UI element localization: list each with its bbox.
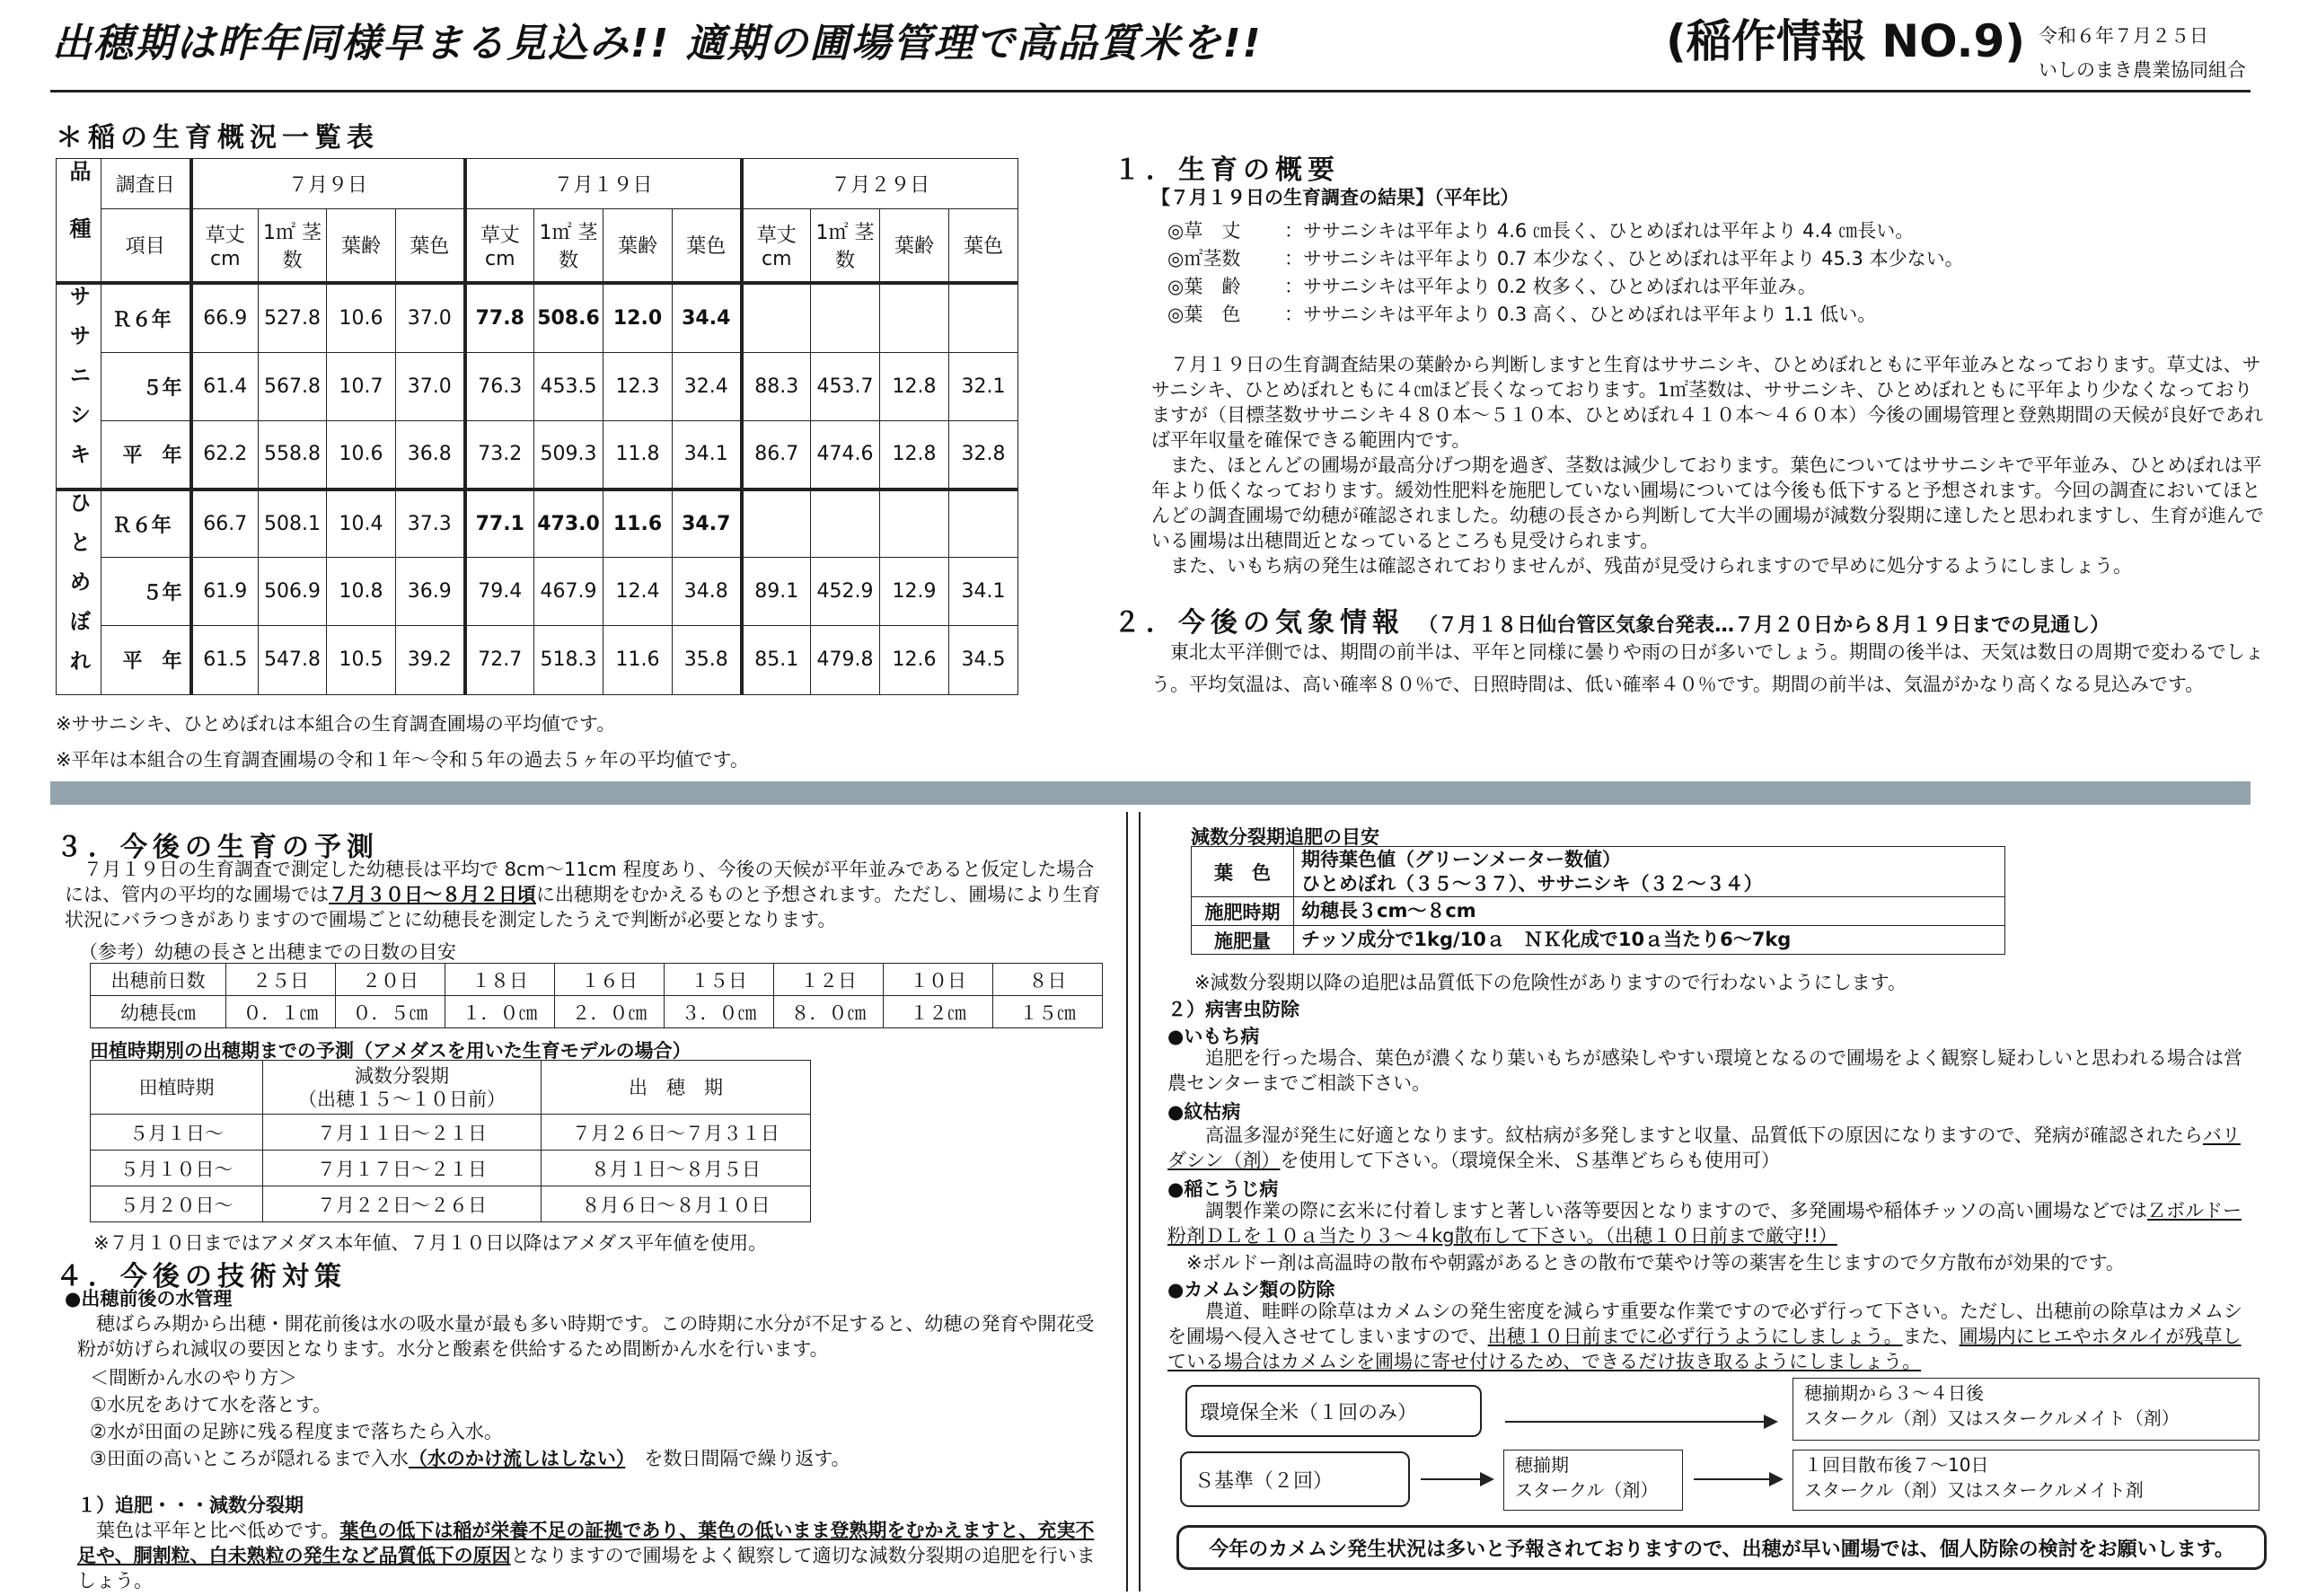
headline: 出穂期は昨年同様早まる見込み!! 適期の圃場管理で高品質米を!! [52,21,1263,66]
col-header: 葉色 [673,209,742,283]
row-label: ５年 [101,353,191,421]
result-text: ：ササニシキは平年より 0.2 枚多く、ひとめぼれは平年並み。 [1284,276,1817,297]
table-cell: 76.3 [465,353,534,421]
fert-label: 施肥量 [1192,926,1294,955]
ref-cell: １８日 [445,964,555,996]
sec1-subtitle: 【７月１９日の生育調査の結果】（平年比） [1151,187,1519,208]
ref-cell: １６日 [555,964,665,996]
table-cell: 77.1 [465,489,534,558]
pred-header: 田植時期 [91,1061,263,1115]
table-cell: 12.9 [880,558,949,626]
pred-cell: ７月２６日～７月３１日 [542,1115,811,1151]
ref-cell: １０日 [884,964,993,996]
growth-table-title: ＊稲の生育概況一覧表 [56,122,379,154]
table-cell: 547.8 [259,626,327,694]
header-rule [50,90,2251,93]
table-cell [949,283,1018,353]
sec1-para-2: また、ほとんどの圃場が最高分げつ期を過ぎ、茎数は減少しております。葉色についてはササニシキで平年並み、ひとめぼれは平年より低くなっております。緩効性肥料を施肥していない圃場については今後も低下すると予想されます。今回の調査においてほとんどの調査圃場で幼穂が確認されました。幼穂の長さから判断して大半の圃場が減数分裂期に達したと思われますし、生育が進んでいる圃場は出穂間近となっているところも見受けられます。 [1151,454,2264,551]
table-cell: 34.8 [673,558,742,626]
ref-cell: １５日 [665,964,774,996]
sec3-para-a: ７月１９日の生育調査で測定した幼穂長は平均で 8cm～11cm 程度あり、今後の天候が平年並みであると仮定した場合には、管内の平均的な圃場では [65,859,1095,905]
pred-cell: ５月１日～ [91,1115,263,1151]
bug-para-a: 農道、畦畔の除草はカメムシの発生密度を減らす重要な作業ですので必ず行って下さい。ただし、出穂前の除草はカメムシを圃場へ侵入させてしまいますので、 [1167,1301,2242,1347]
flow-s-t2: スタークル（剤）又はスタークルメイト剤 [1804,1479,2144,1501]
fert-value [1294,897,2005,926]
col-header: 1㎡ 茎数 [534,209,603,283]
smut-title: ●稲こうじ病 [1167,1178,1279,1200]
table-cell: 34.7 [673,489,742,558]
table-cell: 12.4 [603,558,673,626]
table-cell [811,489,880,558]
table-cell: 11.6 [603,489,673,558]
sheath-para-b: を使用して下さい。（環境保全米、Ｓ基準どちらも使用可） [1280,1150,1780,1171]
panicle-table [90,963,1103,1028]
result-line [1167,245,2245,273]
table-cell: 558.8 [259,421,327,489]
table-cell: 506.9 [259,558,327,626]
table-cell: 61.5 [191,626,259,694]
table-cell: 37.0 [396,353,465,421]
step-3 [90,1446,850,1471]
table-cell: 509.3 [534,421,603,489]
fert-value-line1: 期待葉色値（グリーンメーター数値） [1301,848,1621,870]
bug-para [1167,1299,2258,1374]
flow-env-t2: スタークル（剤）又はスタークルメイト（剤） [1804,1407,2180,1429]
fert-value-line2: ひとめぼれ（３５～３７）、ササニシキ（３２～３４） [1301,872,1763,895]
flow-s-mid [1503,1450,1683,1511]
table-cell [949,489,1018,558]
flow-s-target [1793,1450,2259,1511]
date-header-1: ７月９日 [191,159,465,209]
table-cell: 77.8 [465,283,534,353]
ref-cell: ０．５㎝ [336,996,445,1028]
table-cell: 34.5 [949,626,1018,694]
result-text: ：ササニシキは平年より 4.6 ㎝長く、ひとめぼれは平年より 4.4 ㎝長い。 [1284,220,1915,242]
table-cell: 11.8 [603,421,673,489]
table-cell: 527.8 [259,283,327,353]
bug-para-u2: 圃場内にヒエやホタルイが残草している場合はカメムシを圃場に寄せ付けるため、できるだけ抜き取るようにしましょう。 [1167,1326,2242,1372]
flow-s-box [1180,1451,1410,1507]
sec3-para [65,857,1106,932]
table-cell: 32.1 [949,353,1018,421]
col-header: 1㎡ 茎数 [259,209,327,283]
fert-value [1294,847,2005,897]
col-header: 1㎡ 茎数 [811,209,880,283]
row-label: 平 年 [101,626,191,694]
sec1-para-1: ７月１９日の生育調査結果の葉齢から判断しますと生育はササニシキ、ひとめぼれともに平年並みとなっております。草丈は、ササニシキ、ひとめぼれともに４㎝ほど長くなっております。1㎡茎数は、ササニシキ、ひとめぼれともに平年より少なくなっておりますが（目標茎数ササニシキ４８０本～５１０本、ひとめぼれ４１０本～４６０本）今後の圃場管理と登熟期間の天候が良好であれば平年収量を確保できる範囲内です。 [1151,354,2264,451]
result-label: ◎葉 齢 [1167,276,1241,297]
ref-title: （参考）幼穂の長さと出穂までの日数の目安 [79,941,456,963]
table-cell: 66.7 [191,489,259,558]
ref-cell: ２５日 [226,964,336,996]
column-divider [1126,812,1141,1592]
organization: いしのまき農業協同組合 [2039,59,2246,81]
fert-para-a: 葉色は平年と比べ低めです。 [77,1520,340,1541]
issue-date: 令和６年７月２５日 [2039,25,2208,47]
date-header-3: ７月２９日 [742,159,1018,209]
table-cell: 88.3 [742,353,811,421]
table-cell: 452.9 [811,558,880,626]
table-cell [742,283,811,353]
col-header: 葉齢 [327,209,396,283]
col-header: 草丈 cm [465,209,534,283]
section-band [50,781,2251,805]
table-cell: 35.8 [673,626,742,694]
table-cell: 61.9 [191,558,259,626]
table-cell: 12.3 [603,353,673,421]
fert-note: ※減数分裂期以降の追肥は品質低下の危険性がありますので行わないようにします。 [1194,972,1907,993]
table-note-1: ※ササニシキ、ひとめぼれは本組合の生育調査圃場の平均値です。 [56,713,616,735]
table-cell [880,283,949,353]
table-cell [811,283,880,353]
table-cell: 12.0 [603,283,673,353]
table-cell: 11.6 [603,626,673,694]
table-cell: 473.0 [534,489,603,558]
pred-cell: ５月１０日～ [91,1151,263,1186]
result-label: ◎草 丈 [1167,220,1241,242]
ref-cell: ８日 [993,964,1103,996]
sheath-para [1167,1123,2258,1173]
table-cell: 36.9 [396,558,465,626]
fert-title: １）追肥・・・減数分裂期 [77,1495,304,1516]
ref-cell: ２０日 [336,964,445,996]
sec2-source: （７月１８日仙台管区気象台発表…７月２０日から８月１９日までの見通し） [1418,614,2110,637]
flow-s-label: Ｓ基準（２回） [1194,1469,1334,1493]
table-cell [742,489,811,558]
flow-s-mid1: 穂揃期 [1515,1454,1569,1476]
col-header: 葉齢 [880,209,949,283]
col-header: 葉色 [396,209,465,283]
pred-cell: ７月２２日～２６日 [263,1186,542,1222]
table-cell: 66.9 [191,283,259,353]
pest-title: ２）病害虫防除 [1167,999,1299,1020]
ref-cell: １２日 [774,964,884,996]
bug-para-u1: 出穂１０日前までに必ず行うようにしましょう。 [1487,1326,1903,1347]
table-cell: 32.4 [673,353,742,421]
sec3-title: ３．今後の生育の予測 [56,832,379,863]
step-1: ①水尻をあけて水を落とす。 [90,1394,332,1415]
table-cell: 32.8 [949,421,1018,489]
sec4-title: ４．今後の技術対策 [56,1261,347,1292]
table-cell: 479.8 [811,626,880,694]
fert-value-line1: チッソ成分で1kg/10ａ ＮＫ化成で10ａ当たり6～7kg [1301,929,1792,950]
fert-para-c: となりますので圃場をよく観察して適切な減数分裂期の追肥を行いましょう。 [77,1545,1096,1592]
prediction-table [90,1060,811,1222]
ref-cell: ８．０㎝ [774,996,884,1028]
row-label: Ｒ６年 [101,283,191,353]
table-cell: 474.6 [811,421,880,489]
result-line [1167,273,2245,301]
fert-table-title: 減数分裂期追肥の目安 [1191,826,1379,848]
table-cell: 10.6 [327,421,396,489]
table-cell: 10.5 [327,626,396,694]
table-cell: 86.7 [742,421,811,489]
flow-env-t1: 穂揃期から３～４日後 [1804,1382,1984,1404]
table-note-2: ※平年は本組合の生育調査圃場の令和１年～令和５年の過去５ヶ年の平均値です。 [56,749,749,771]
flow-env-label: 環境保全米（１回のみ） [1200,1401,1418,1424]
ref-cell: ０．１㎝ [226,996,336,1028]
table-cell: 12.8 [880,353,949,421]
final-note: 今年のカメムシ発生状況は多いと予報されておりますので、出穂が早い圃場では、個人防除の検討をお願いします。 [1176,1525,2267,1570]
pred-title: 田植時期別の出穂期までの予測（アメダスを用いた生育モデルの場合） [90,1040,691,1062]
variety-label: ササニシキ [57,283,101,489]
fert-value-line1: 幼穂長３cm～８cm [1301,900,1476,921]
table-cell: 37.0 [396,283,465,353]
table-cell: 34.1 [673,421,742,489]
pred-cell: ８月６日～８月１０日 [542,1186,811,1222]
flow-s-arrow-1 [1421,1478,1493,1480]
col-header: 草丈 cm [742,209,811,283]
water-para: 穂ばらみ期から出穂・開花前後は水の吸水量が最も多い時期です。この時期に水分が不足すると、幼穂の発育や開花受粉が妨げられ減収の要因となります。水分と酸素を供給するため間断かん水を行います。 [77,1313,1095,1360]
pred-cell: ７月１７日～２１日 [263,1151,542,1186]
result-text: ：ササニシキは平年より 0.7 本少なく、ひとめぼれは平年より 45.3 本少ない。 [1284,248,1964,269]
col-header: 草丈 cm [191,209,259,283]
col-header: 葉色 [949,209,1018,283]
table-cell: 34.1 [949,558,1018,626]
flow-env-arrow [1505,1421,1776,1423]
sec1-title: １．生育の概要 [1114,154,1340,186]
flow-s-arrow-2 [1694,1478,1782,1480]
table-cell: 34.4 [673,283,742,353]
ref-row2-label: 幼穂長㎝ [91,996,226,1028]
growth-table [56,158,1018,695]
table-cell: 72.7 [465,626,534,694]
fert-para-b: 葉色の低下は稲が栄養不足の証拠であり、葉色の低いまま登熟期をむかえますと、充実不足や、胴割粒、白未熟粒の発生など品質低下の原因 [77,1520,1095,1566]
table-cell: 36.8 [396,421,465,489]
result-label: ◎㎡茎数 [1167,248,1241,269]
sec3-para-c: に出穂期をむかえるものと予想されます。ただし、圃場により生育状況にバラつきがありますので圃場ごとに幼穂長を測定したうえで判断が必要となります。 [65,884,1101,930]
sec2-title: ２．今後の気象情報 [1114,607,1405,639]
row-label: ５年 [101,558,191,626]
result-line [1167,301,2245,329]
step-3-text: ③田面の高いところが隠れるまで入水 [90,1448,409,1469]
water-title: ●出穂前後の水管理 [65,1288,233,1309]
variety-label: ひとめぼれ [57,489,101,695]
table-cell: 508.6 [534,283,603,353]
sec2-heading [1114,600,2110,639]
table-cell: 508.1 [259,489,327,558]
row-label: Ｒ６年 [101,489,191,558]
ref-cell: １２㎝ [884,996,993,1028]
item-header: 項目 [101,209,191,283]
ref-cell: ３．０㎝ [665,996,774,1028]
blast-title: ●いもち病 [1167,1026,1260,1047]
table-cell: 453.5 [534,353,603,421]
flow-env-box [1185,1385,1482,1437]
pred-note: ※７月１０日まではアメダス本年値、７月１０日以降はアメダス平年値を使用。 [93,1232,768,1254]
smut-para-a: 調製作業の際に玄米に付着しますと著しい落等要因となりますので、多発圃場や稲体チッソの高い圃場などでは [1167,1200,2147,1221]
sheath-para-agent: バリダシン（剤） [1167,1124,2241,1171]
sheath-title: ●紋枯病 [1167,1101,1241,1123]
table-cell: 467.9 [534,558,603,626]
ref-cell: ２．０㎝ [555,996,665,1028]
table-cell: 79.4 [465,558,534,626]
table-cell: 73.2 [465,421,534,489]
fert-guide-table [1191,846,2005,955]
table-cell: 10.6 [327,283,396,353]
table-cell: 10.7 [327,353,396,421]
smut-para-agent: Ｚボルドー粉剤ＤＬを１０ａ当たり３～４kg散布して下さい。（出穂１０日前まで厳守!!） [1167,1200,2242,1247]
fert-label: 施肥時期 [1192,897,1294,926]
col-header: 葉齢 [603,209,673,283]
bug-para-b: また、 [1902,1326,1960,1347]
sec3-para-heading-date: ７月３０日～８月２日頃 [329,884,536,905]
pred-header: 出 穂 期 [542,1061,811,1115]
fert-para [77,1518,1106,1593]
table-cell [880,489,949,558]
result-label: ◎葉 色 [1167,304,1241,325]
pred-cell: ７月１１日～２１日 [263,1115,542,1151]
sec2-para: 東北太平洋側では、期間の前半は、平年と同様に曇りや雨の日が多いでしょう。期間の後半は、天気は数日の周期で変わるでしょう。平均気温は、高い確率８０％で、日照時間は、低い確率４０％です。期間の前半は、気温がかなり高くなる見込みです。 [1151,641,2264,695]
sheath-para-a: 高温多湿が発生に好適となります。紋枯病が多発しますと収量、品質低下の原因になりますので、発病が確認されたら [1167,1124,2203,1146]
sec1-para-3: また、いもち病の発生は確認されておりませんが、残苗が見受けられますので早めに処分するようにしましょう。 [1151,555,2132,577]
pred-cell: ８月１日～８月５日 [542,1151,811,1186]
flow-s-mid2: スタークル（剤） [1515,1479,1659,1501]
fert-label: 葉 色 [1192,847,1294,897]
table-cell: 518.3 [534,626,603,694]
pred-header: 減数分裂期 （出穂１５～１０日前） [263,1061,542,1115]
results-list [1167,217,2245,329]
date-header-2: ７月１９日 [465,159,742,209]
result-text: ：ササニシキは平年より 0.3 高く、ひとめぼれは平年より 1.1 低い。 [1284,304,1877,325]
step-2: ②水が田面の足跡に残る程度まで落ちたら入水。 [90,1421,503,1442]
table-cell: 37.3 [396,489,465,558]
table-cell: 567.8 [259,353,327,421]
smut-note: ※ボルドー剤は高温時の散布や朝露があるときの散布で葉やけ等の薬害を生じますので夕方散布が効果的です。 [1167,1252,2125,1274]
table-cell: 12.6 [880,626,949,694]
row-label: 平 年 [101,421,191,489]
table-cell: 85.1 [742,626,811,694]
ref-cell: １．０㎝ [445,996,555,1028]
pred-cell: ５月２０日～ [91,1186,263,1222]
table-cell: 61.4 [191,353,259,421]
ref-cell: １５㎝ [993,996,1103,1028]
table-cell: 62.2 [191,421,259,489]
variety-header: 品種 [57,159,101,283]
table-cell: 453.7 [811,353,880,421]
survey-day-header: 調査日 [101,159,191,209]
ref-row1-label: 出穂前日数 [91,964,226,996]
blast-para: 追肥を行った場合、葉色が濃くなり葉いもちが感染しやすい環境となるので圃場をよく観察し疑わしいと思われる場合は営農センターまでご相談下さい。 [1167,1047,2242,1094]
step-3-tail: を数日間隔で繰り返す。 [644,1448,850,1469]
smut-para [1167,1198,2258,1248]
table-cell: 12.8 [880,421,949,489]
sec1-body [1151,352,2268,578]
table-cell: 89.1 [742,558,811,626]
bug-title: ●カメムシ類の防除 [1167,1279,1335,1301]
table-cell: 39.2 [396,626,465,694]
step-3-underline: （水のかけ流しはしない） [408,1448,626,1469]
method-title: ＜間断かん水のやり方＞ [90,1367,297,1389]
table-cell: 10.4 [327,489,396,558]
flow-s-t1: １回目散布後７～10日 [1804,1454,1989,1476]
flow-env-target [1793,1378,2259,1441]
table-cell: 10.8 [327,558,396,626]
result-line [1167,217,2245,245]
fert-value [1294,926,2005,955]
issue-title: (稲作情報 NO.9) [1666,15,2026,67]
